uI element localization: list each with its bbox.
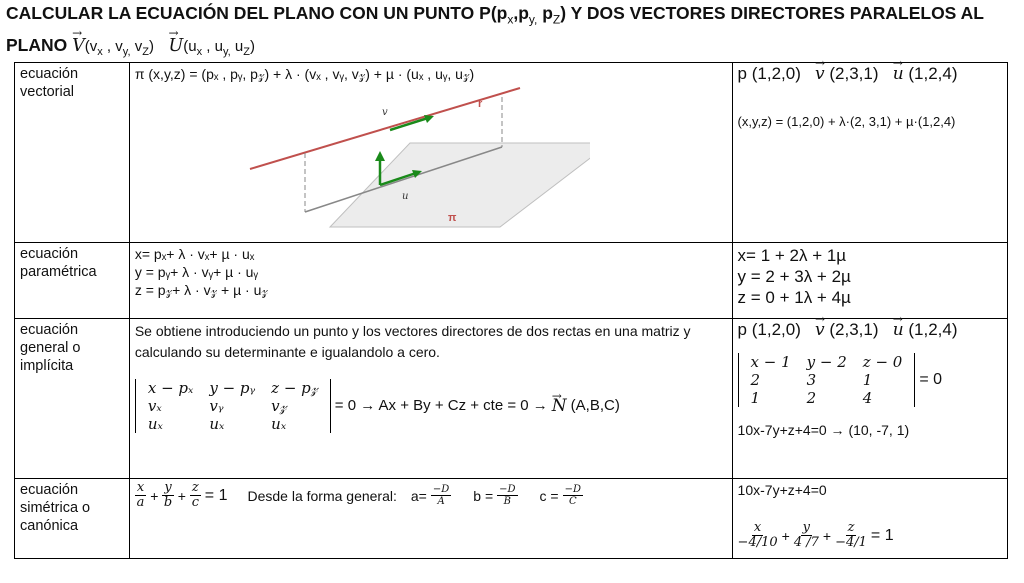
page-title: CALCULAR LA ECUACIÓN DEL PLANO CON UN PUNTO $P(p_x,p_{y,}$ $p_Z$) Y DOS VECTORES DIRECTORES PARALELOS AL <box>6 3 984 27</box>
param-y: y = pᵧ+ λ · vᵧ+ µ · uᵧ <box>134 264 258 280</box>
row-label: ecuación vectorial <box>15 63 130 243</box>
row-vectorial <box>15 63 1008 243</box>
diagram-label-r: r <box>477 98 483 110</box>
plane-shape <box>330 143 590 227</box>
general-determinant: x − pₓ y − pᵧ z − p𝓏 vₓ vᵧ v𝓏 uₓ uₓ uₓ = 0 → Ax + By + Cz + cte = 0 → → N (A,B,C) <box>135 379 727 433</box>
example-symmetric-top: 10x-7y+z+4=0 <box>737 482 827 498</box>
diagram-label-v: v <box>381 107 388 118</box>
param-x: x= pₓ+ λ · vₓ+ µ · uₓ <box>134 246 255 262</box>
row-symmetric <box>15 479 1008 559</box>
example-vectorial: (x,y,z) = (1,2,0) + λ·(2, 3,1) + µ·(1,2,4) <box>737 114 956 129</box>
page-title-line2: PLANO → $V(v_x$ , $v_{y,}$ $v_Z) \to U(u_x$ , $u_{y,}$ $u_Z$) <box>6 35 255 58</box>
vectorial-formula: π (x,y,z) = (pₓ , pᵧ, p𝓏) + λ · (vₓ , vᵧ, v𝓏) + µ · (uₓ , uᵧ, u𝓏) <box>134 66 475 82</box>
row-parametric <box>15 243 1008 319</box>
example-param-z: z = 0 + 1λ + 4µ <box>737 288 851 307</box>
vector-u-symbol: → U <box>169 36 184 56</box>
normal-vector-symbol: → N <box>552 397 567 415</box>
example-symmetric-formula: $\frac{x}{-4/10}$ + $\frac{y}{4 /7}$ + $\frac{z}{-4/1}$ = 1 <box>737 520 894 550</box>
example-head: p (1,2,0) → v (2,3,1) → u (1,2,4) <box>738 65 1002 83</box>
vector-v-symbol: → V <box>72 36 85 56</box>
row-general <box>15 319 1008 479</box>
vector-v-arrow <box>390 118 428 130</box>
symmetric-formula: $\frac{x}{a}$ + $\frac{y}{b}$ + $\frac{z}{c}$ = 1 Desde la forma general: a= $\frac{-D}{A}$ b = $\frac{-D}{B}$ c = $\frac{-D}{C}$ <box>136 480 582 510</box>
diagram-label-pi: π <box>447 212 457 224</box>
example-general-result: 10x-7y+z+4=0 → (10, -7, 1) <box>737 422 910 438</box>
row-label: ecuación simétrica o canónica <box>15 479 130 559</box>
general-description: Se obtiene introduciendo un punto y los vectores directores de dos rectas en una matriz y calculando su determinante e igualandolo a cero. <box>134 323 691 360</box>
row-label: ecuación general o implícita <box>15 319 130 479</box>
param-z: z = p𝓏+ λ · v𝓏 + µ · u𝓏 <box>134 282 268 298</box>
plane-diagram <box>230 87 590 237</box>
example-param-x: x= 1 + 2λ + 1µ <box>737 246 847 265</box>
row-label: ecuación paramétrica <box>15 243 130 319</box>
example-determinant: x − 1 y − 2 z − 0 2 3 1 1 2 4 = 0 <box>738 353 1002 407</box>
example-head: p (1,2,0) → v (2,3,1) → u (1,2,4) <box>738 321 1002 339</box>
diagram-label-u: u <box>401 191 409 202</box>
equations-table <box>14 62 1008 559</box>
example-param-y: y = 2 + 3λ + 2µ <box>737 267 851 286</box>
